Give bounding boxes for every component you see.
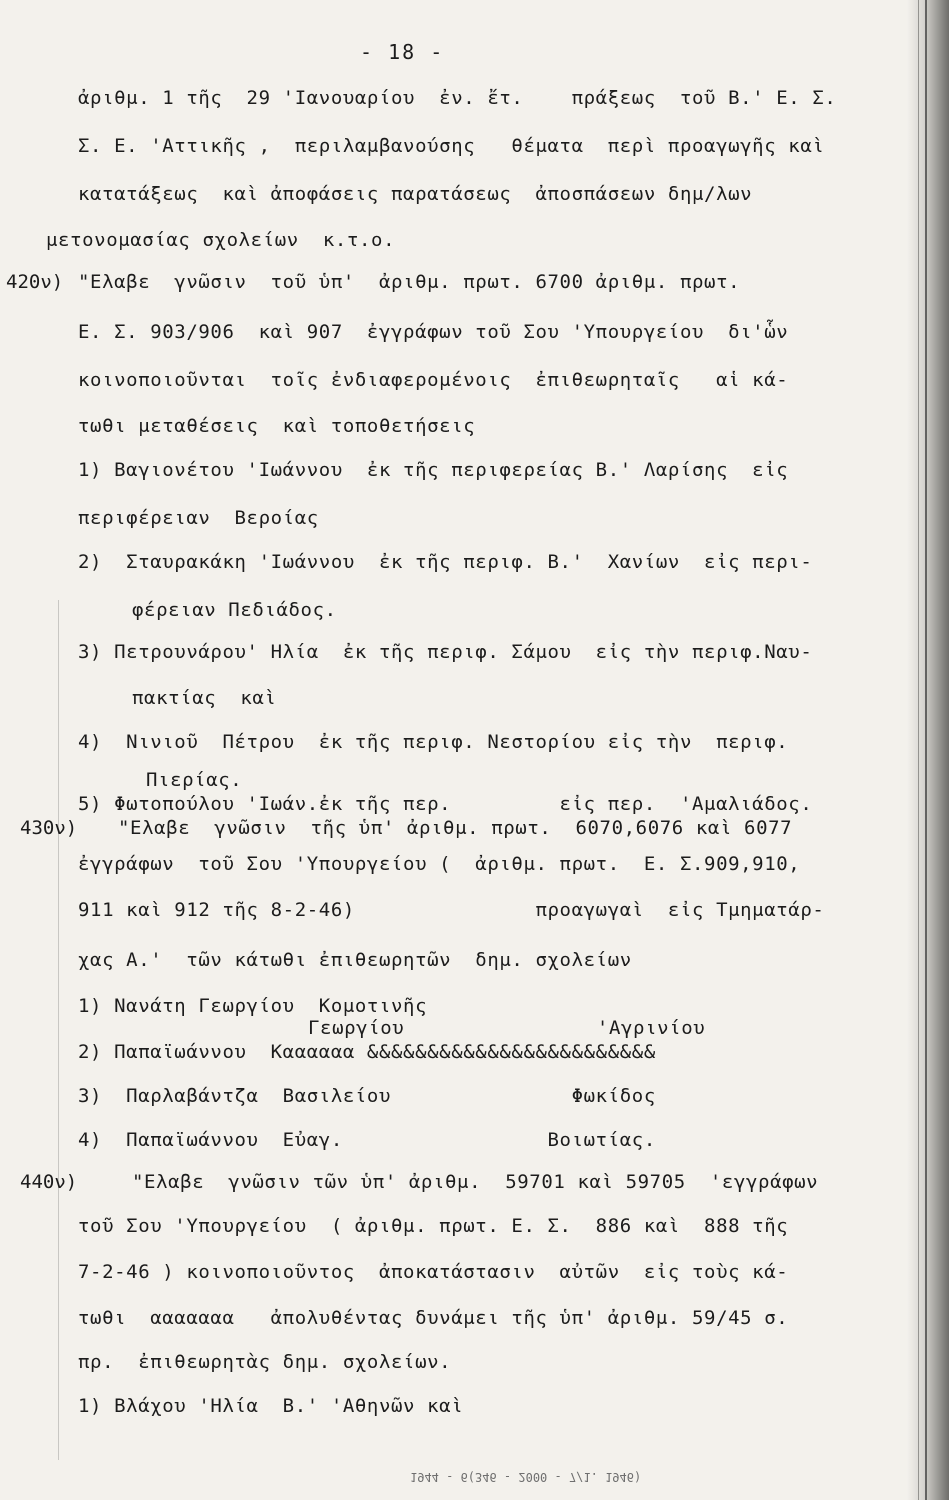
text-line: πακτίας καὶ	[132, 687, 277, 709]
text-line: 4) Παπαϊωάννου Εὐαγ. Βοιωτίας.	[78, 1129, 656, 1151]
text-line: 911 καὶ 912 τῆς 8-2-46) προαγωγαὶ εἰς Τμηματάρ-	[78, 899, 825, 921]
text-line: 3) Πετρουνάρου' Ηλία ἐκ τῆς περιφ. Σάμου εἰς τὴν περιφ.Ναυ-	[78, 641, 813, 663]
text-line: περιφέρειαν Βεροίας	[78, 507, 319, 529]
text-line: Πιερίας.	[146, 769, 243, 791]
text-line: 7-2-46 ) κοινοποιοῦντος ἀποκατάστασιν αὐτῶν εἰς τοὺς κά-	[78, 1261, 789, 1283]
text-line: "Ελαβε γνῶσιν τῶν ὑπ' ἀριθμ. 59701 καὶ 59705 'εγγράφων	[132, 1171, 819, 1193]
text-line: Σ. Ε. 'Αττικῆς , περιλαμβανούσης θέματα περὶ προαγωγῆς καὶ	[78, 135, 825, 157]
text-line: 2) Σταυρακάκη 'Ιωάννου ἐκ τῆς περιφ. Β.' Χανίων εἰς περι-	[78, 551, 813, 573]
text-line: ἀριθμ. 1 τῆς 29 'Ιανουαρίου ἐν. ἔτ. πράξεως τοῦ Β.' Ε. Σ.	[78, 87, 837, 109]
text-line: τωθι μεταθέσεις καὶ τοποθετήσεις	[78, 415, 476, 437]
entry-number: 440ν)	[20, 1171, 78, 1193]
margin-rule	[58, 600, 59, 1460]
text-line: μετονομασίας σχολείων κ.τ.ο.	[46, 229, 396, 251]
print-footer: 1944 - 6(346 - 2000 - 7/1. 1946)	[410, 1470, 642, 1484]
text-line: 2) Παπαϊωάννου Καααααα &&&&&&&&&&&&&&&&&&&&&&&&	[78, 1041, 656, 1063]
binding-edge-line	[925, 0, 927, 1500]
text-line: 3) Παρλαβάντζα Βασιλείου Φωκίδος	[78, 1085, 656, 1107]
text-line: φέρειαν Πεδιάδος.	[132, 599, 337, 621]
text-line: τοῦ Σου 'Υπουργείου ( ἀριθμ. πρωτ. Ε. Σ. 886 καὶ 888 τῆς	[78, 1215, 789, 1237]
text-line: 1) Βλάχου 'Ηλία Β.' 'Αθηνῶν καὶ	[78, 1395, 464, 1417]
text-line: "Ελαβε γνῶσιν τῆς ὑπ' ἀριθμ. πρωτ. 6070,6076 καὶ 6077	[118, 817, 793, 839]
text-line: 1) Βαγιονέτου 'Ιωάννου ἐκ τῆς περιφερείας Β.' Λαρίσης εἰς	[78, 459, 789, 481]
page-number: - 18 -	[360, 40, 445, 64]
text-line: ἐγγράφων τοῦ Σου 'Υπουργείου ( ἀριθμ. πρωτ. Ε. Σ.909,910,	[78, 853, 801, 875]
text-line: Ε. Σ. 903/906 καὶ 907 ἐγγράφων τοῦ Σου 'Υπουργείου δι'ὧν	[78, 321, 789, 343]
text-line: 4) Νινιοῦ Πέτρου ἐκ τῆς περιφ. Νεστορίου εἰς τὴν περιφ.	[78, 731, 789, 753]
entry-number: 420ν)	[6, 271, 64, 293]
text-line: "Ελαβε γνῶσιν τοῦ ὑπ' ἀριθμ. πρωτ. 6700 ἀριθμ. πρωτ.	[78, 271, 741, 293]
text-line: τωθι ααααααα ἀπολυθέντας δυνάμει τῆς ὑπ' ἀριθμ. 59/45 σ.	[78, 1307, 789, 1329]
text-line: πρ. ἐπιθεωρητὰς δημ. σχολείων.	[78, 1351, 452, 1373]
text-line: κοινοποιοῦνται τοῖς ἐνδιαφερομένοις ἐπιθεωρηταῖς αἱ κά-	[78, 369, 789, 391]
entry-number: 430ν)	[20, 817, 78, 839]
text-line: Γεωργίου 'Αγρινίου	[308, 1017, 706, 1039]
text-line: 5) Φωτοπούλου 'Ιωάν.ἐκ τῆς περ. εἰς περ. 'Αμαλιάδος.	[78, 793, 813, 815]
binding-shadow	[907, 0, 949, 1500]
text-line: χας Α.' τῶν κάτωθι ἐπιθεωρητῶν δημ. σχολείων	[78, 949, 632, 971]
text-line: 1) Νανάτη Γεωργίου Κομοτινῆς	[78, 995, 428, 1017]
binding-edge-line-2	[918, 0, 919, 1500]
text-line: κατατάξεως καὶ ἀποφάσεις παρατάσεως ἀποσπάσεων δημ/λων	[78, 183, 753, 205]
